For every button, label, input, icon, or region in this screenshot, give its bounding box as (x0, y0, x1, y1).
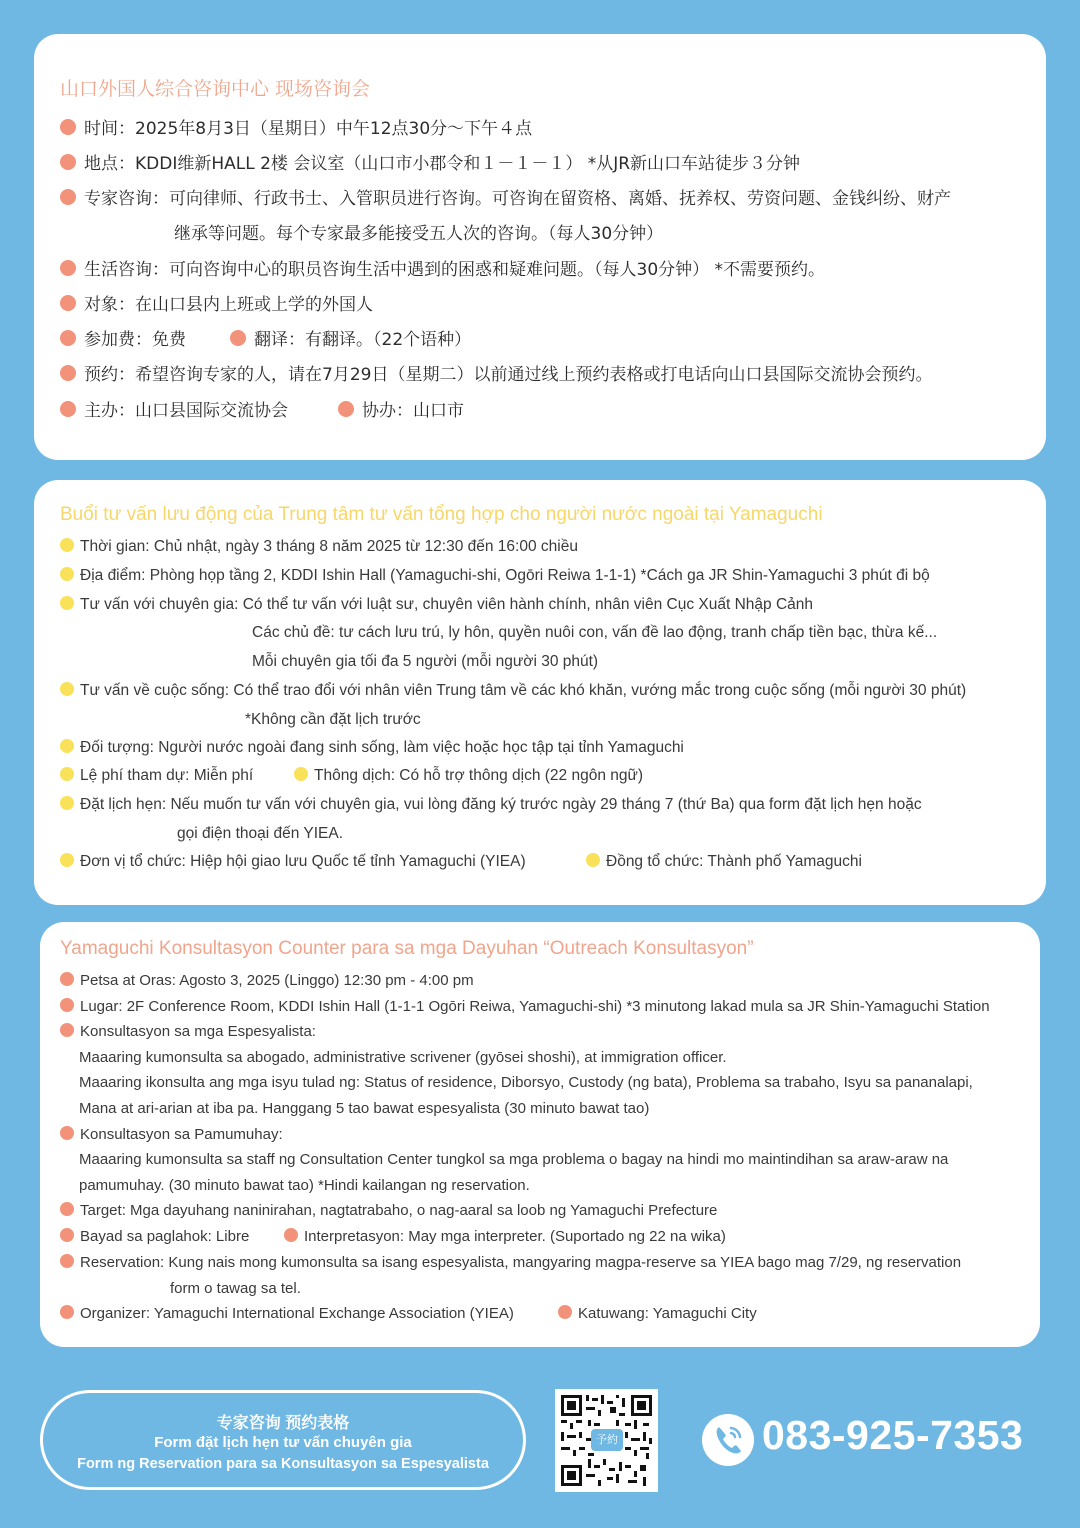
bullet-icon (60, 567, 74, 581)
zh-reserve: 预约：希望咨询专家的人，请在7月29日（星期二）以前通过线上预约表格或打电话向山口县国际交流协会预约。 (60, 360, 932, 385)
bullet-icon (60, 1254, 74, 1268)
bullet-icon (60, 330, 76, 346)
tl-expert-3: Mana at ari-arian at iba pa. Hanggang 5 tao bawat espesyalista (30 minuto bawat tao) (79, 1100, 650, 1117)
zh-expert-cont: 继承等问题。每个专家最多能接受五人次的咨询。（每人30分钟） (174, 224, 664, 244)
zh-time: 时间：2025年8月3日（星期日）中午12点30分〜下午４点 (60, 114, 532, 139)
vi-reserve: Đặt lịch hẹn: Nếu muốn tư vấn với chuyên gia, vui lòng đăng ký trước ngày 29 tháng 7 (thứ Ba) qua form đặt lịch hẹn hoặc (60, 796, 922, 814)
vi-time: Thời gian: Chủ nhật, ngày 3 tháng 8 năm 2025 từ 12:30 đến 16:00 chiều (60, 538, 578, 556)
vi-co: Đồng tổ chức: Thành phố Yamaguchi (586, 853, 862, 871)
tl-time: Petsa at Oras: Agosto 3, 2025 (Linggo) 12:30 pm - 4:00 pm (60, 972, 474, 989)
vi-interp: Thông dịch: Có hỗ trợ thông dịch (22 ngôn ngữ) (294, 767, 643, 785)
tl-expert-1: Maaaring kumonsulta sa abogado, administrative scrivener (gyōsei shoshi), at immigration officer. (79, 1049, 727, 1066)
tl-title: Yamaguchi Konsultasyon Counter para sa mga Dayuhan “Outreach Konsultasyon” (60, 938, 754, 959)
bullet-icon (60, 998, 74, 1012)
bullet-icon (60, 365, 76, 381)
zh-interp: 翻译：有翻译。（22个语种） (230, 325, 471, 350)
bullet-icon (60, 972, 74, 986)
chinese-info-card (34, 34, 1046, 460)
bullet-icon (60, 767, 74, 781)
bullet-icon (284, 1228, 298, 1242)
vietnamese-info-card (34, 480, 1046, 905)
tl-life-2: pamumuhay. (30 minuto bawat tao) *Hindi kailangan ng reservation. (79, 1177, 530, 1194)
tl-expert-2: Maaaring ikonsulta ang mga isyu tulad ng: Status of residence, Diborsyo, Custody (ng bata), Problema sa trabaho, Isyu sa pananalapi, (79, 1074, 973, 1091)
zh-expert: 专家咨询：可向律师、行政书士、入管职员进行咨询。可咨询在留资格、离婚、抚养权、劳资问题、金钱纠纷、财产 (60, 184, 951, 209)
vi-life: Tư vấn về cuộc sống: Có thể trao đổi với nhân viên Trung tâm về các khó khăn, vướng mắc trong cuộc sống (mỗi người 30 phút) (60, 682, 966, 700)
vi-expert: Tư vấn với chuyên gia: Có thể tư vấn với luật sư, chuyên viên hành chính, nhân viên Cục Xuất Nhập Cảnh (60, 596, 813, 614)
qr-badge-label: 予約 (591, 1429, 623, 1451)
bullet-icon (60, 154, 76, 170)
bullet-icon (60, 1023, 74, 1037)
bullet-icon (60, 260, 76, 276)
vi-title: Buổi tư vấn lưu động của Trung tâm tư vấn tổng hợp cho người nước ngoài tại Yamaguchi (60, 504, 823, 525)
form-label-tl: Form ng Reservation para sa Konsultasyon sa Espesyalista (77, 1456, 489, 1472)
bullet-icon (558, 1305, 572, 1319)
bullet-icon (60, 853, 74, 867)
phone-number[interactable]: 083-925-7353 (762, 1412, 1024, 1458)
tl-fee: Bayad sa paglahok: Libre (60, 1228, 249, 1245)
bullet-icon (60, 796, 74, 810)
zh-title: 山口外国人综合咨询中心 现场咨询会 (60, 78, 371, 100)
tl-reserve-cont: form o tawag sa tel. (170, 1280, 301, 1297)
tl-reserve: Reservation: Kung nais mong kumonsulta sa isang espesyalista, mangyaring magpa-reserve sa YIEA bago mag 7/29, ng reservation (60, 1254, 961, 1271)
zh-life: 生活咨询：可向咨询中心的职员咨询生活中遇到的困惑和疑难问题。（每人30分钟） *不需要预约。 (60, 255, 825, 280)
tl-target: Target: Mga dayuhang naninirahan, nagtatrabaho, o nag-aaral sa loob ng Yamaguchi Prefecture (60, 1202, 717, 1219)
vi-fee: Lệ phí tham dự: Miễn phí (60, 767, 253, 785)
bullet-icon (338, 401, 354, 417)
bullet-icon (230, 330, 246, 346)
zh-target: 对象：在山口县内上班或上学的外国人 (60, 290, 373, 315)
tagalog-info-card (40, 922, 1040, 1347)
bullet-icon (60, 119, 76, 135)
bullet-icon (60, 189, 76, 205)
vi-expert-limit: Mỗi chuyên gia tối đa 5 người (mỗi người 30 phút) (252, 653, 599, 670)
bullet-icon (60, 401, 76, 417)
vi-expert-topics: Các chủ đề: tư cách lưu trú, ly hôn, quyền nuôi con, vấn đề lao động, tranh chấp tiền bạc, thừa kế... (252, 624, 938, 641)
vi-reserve-cont: gọi điện thoại đến YIEA. (177, 825, 344, 842)
bullet-icon (586, 853, 600, 867)
tl-place: Lugar: 2F Conference Room, KDDI Ishin Hall (1-1-1 Ogōri Reiwa, Yamaguchi-shi) *3 minutong lakad mula sa JR Shin-Yamaguchi Station (60, 998, 990, 1015)
tl-life-1: Maaaring kumonsulta sa staff ng Consultation Center tungkol sa mga problema o bagay na hindi mo maintindihan sa araw-araw na (79, 1151, 949, 1168)
vi-target: Đối tượng: Người nước ngoài đang sinh sống, làm việc hoặc học tập tại tỉnh Yamaguchi (60, 739, 684, 757)
bullet-icon (294, 767, 308, 781)
form-label-vi: Form đặt lịch hẹn tư vấn chuyên gia (154, 1434, 412, 1451)
zh-organizer: 主办：山口县国际交流协会 (60, 396, 288, 421)
vi-place: Địa điểm: Phòng họp tầng 2, KDDI Ishin Hall (Yamaguchi-shi, Ogōri Reiwa 1-1-1) *Cách ga JR Shin-Yamaguchi 3 phút đi bộ (60, 567, 930, 585)
tl-co: Katuwang: Yamaguchi City (558, 1305, 757, 1322)
form-label-zh: 专家咨询 预约表格 (216, 1415, 350, 1432)
tl-interp: Interpretasyon: May mga interpreter. (Suportado ng 22 na wika) (284, 1228, 726, 1245)
reservation-form-button[interactable] (40, 1390, 526, 1490)
qr-code-icon[interactable] (555, 1389, 658, 1492)
bullet-icon (60, 1228, 74, 1242)
tl-organizer: Organizer: Yamaguchi International Exchange Association (YIEA) (60, 1305, 514, 1322)
zh-co: 协办：山口市 (338, 396, 464, 421)
bullet-icon (60, 1126, 74, 1140)
bullet-icon (60, 739, 74, 753)
zh-place: 地点：KDDI维新HALL 2楼 会议室（山口市小郡令和１－１－１） *从JR新山口车站徒步３分钟 (60, 149, 800, 174)
bullet-icon (60, 596, 74, 610)
phone-icon (702, 1414, 754, 1466)
bullet-icon (60, 682, 74, 696)
bullet-icon (60, 295, 76, 311)
tl-life-head: Konsultasyon sa Pamumuhay: (60, 1126, 283, 1143)
zh-fee: 参加费：免费 (60, 325, 186, 350)
vi-organizer: Đơn vị tổ chức: Hiệp hội giao lưu Quốc tế tỉnh Yamaguchi (YIEA) (60, 853, 526, 871)
bullet-icon (60, 538, 74, 552)
tl-expert-head: Konsultasyon sa mga Espesyalista: (60, 1023, 316, 1040)
bullet-icon (60, 1305, 74, 1319)
vi-life-note: *Không cần đặt lịch trước (245, 711, 421, 728)
bullet-icon (60, 1202, 74, 1216)
